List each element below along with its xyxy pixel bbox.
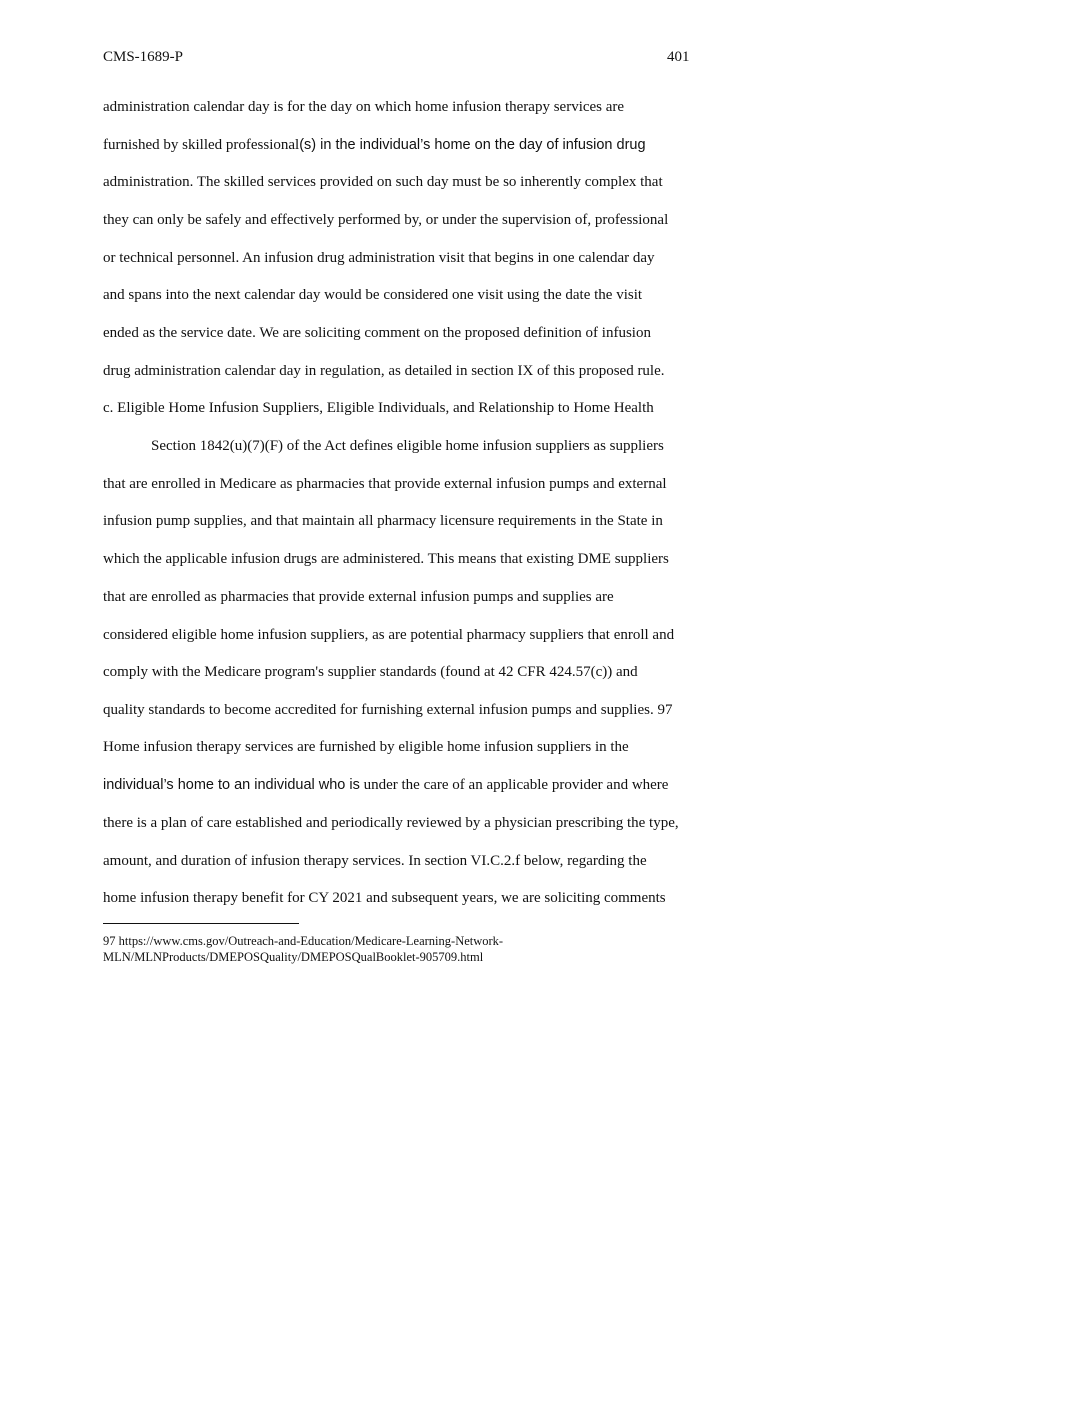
body-line: Home infusion therapy services are furnished by eligible home infusion suppliers in the <box>103 739 629 755</box>
page-header-doc-id: CMS-1689-P <box>103 49 184 65</box>
footnote-line: MLN/MLNProducts/DMEPOSQuality/DMEPOSQualBooklet-905709.html <box>103 950 484 964</box>
body-line: amount, and duration of infusion therapy services. In section VI.C.2.f below, regarding the <box>103 853 647 869</box>
body-line-serif: under the care of an applicable provider and where <box>359 777 669 793</box>
body-line: drug administration calendar day in regulation, as detailed in section IX of this proposed rule. <box>103 363 665 379</box>
footnote-separator <box>103 923 299 924</box>
body-line <box>103 775 668 795</box>
body-line: administration calendar day is for the day on which home infusion therapy services are <box>103 99 625 115</box>
page-number: 401 <box>667 49 690 65</box>
body-line: that are enrolled as pharmacies that provide external infusion pumps and supplies are <box>103 589 614 605</box>
body-line-serif: furnished by skilled professional <box>103 137 300 153</box>
body-line-sans: (s) in the individual’s home on the day of infusion drug <box>299 137 646 153</box>
body-line-sans: individual’s home to an individual who is <box>103 777 360 793</box>
body-line: Section 1842(u)(7)(F) of the Act defines eligible home infusion suppliers as suppliers <box>151 438 664 454</box>
body-line <box>103 135 646 155</box>
body-line: ended as the service date. We are soliciting comment on the proposed definition of infusion <box>103 325 651 341</box>
section-heading: c. Eligible Home Infusion Suppliers, Eligible Individuals, and Relationship to Home Health <box>103 400 654 416</box>
body-line: comply with the Medicare program's supplier standards (found at 42 CFR 424.57(c)) and <box>103 664 638 680</box>
body-line: administration. The skilled services provided on such day must be so inherently complex that <box>103 174 663 190</box>
body-line: quality standards to become accredited for furnishing external infusion pumps and supplies. 97 <box>103 702 673 718</box>
footnote-line: 97 https://www.cms.gov/Outreach-and-Education/Medicare-Learning-Network- <box>103 934 504 948</box>
body-line: which the applicable infusion drugs are administered. This means that existing DME suppliers <box>103 551 669 567</box>
body-line: infusion pump supplies, and that maintain all pharmacy licensure requirements in the State in <box>103 513 663 529</box>
body-line: there is a plan of care established and periodically reviewed by a physician prescribing the type, <box>103 815 679 831</box>
body-line: and spans into the next calendar day would be considered one visit using the date the visit <box>103 287 643 303</box>
body-line: home infusion therapy benefit for CY 2021 and subsequent years, we are soliciting comments <box>103 890 666 906</box>
body-line: or technical personnel. An infusion drug administration visit that begins in one calendar day <box>103 250 655 266</box>
body-line: considered eligible home infusion suppliers, as are potential pharmacy suppliers that enroll and <box>103 627 675 643</box>
body-line: they can only be safely and effectively performed by, or under the supervision of, professional <box>103 212 669 228</box>
body-line: that are enrolled in Medicare as pharmacies that provide external infusion pumps and external <box>103 476 667 492</box>
